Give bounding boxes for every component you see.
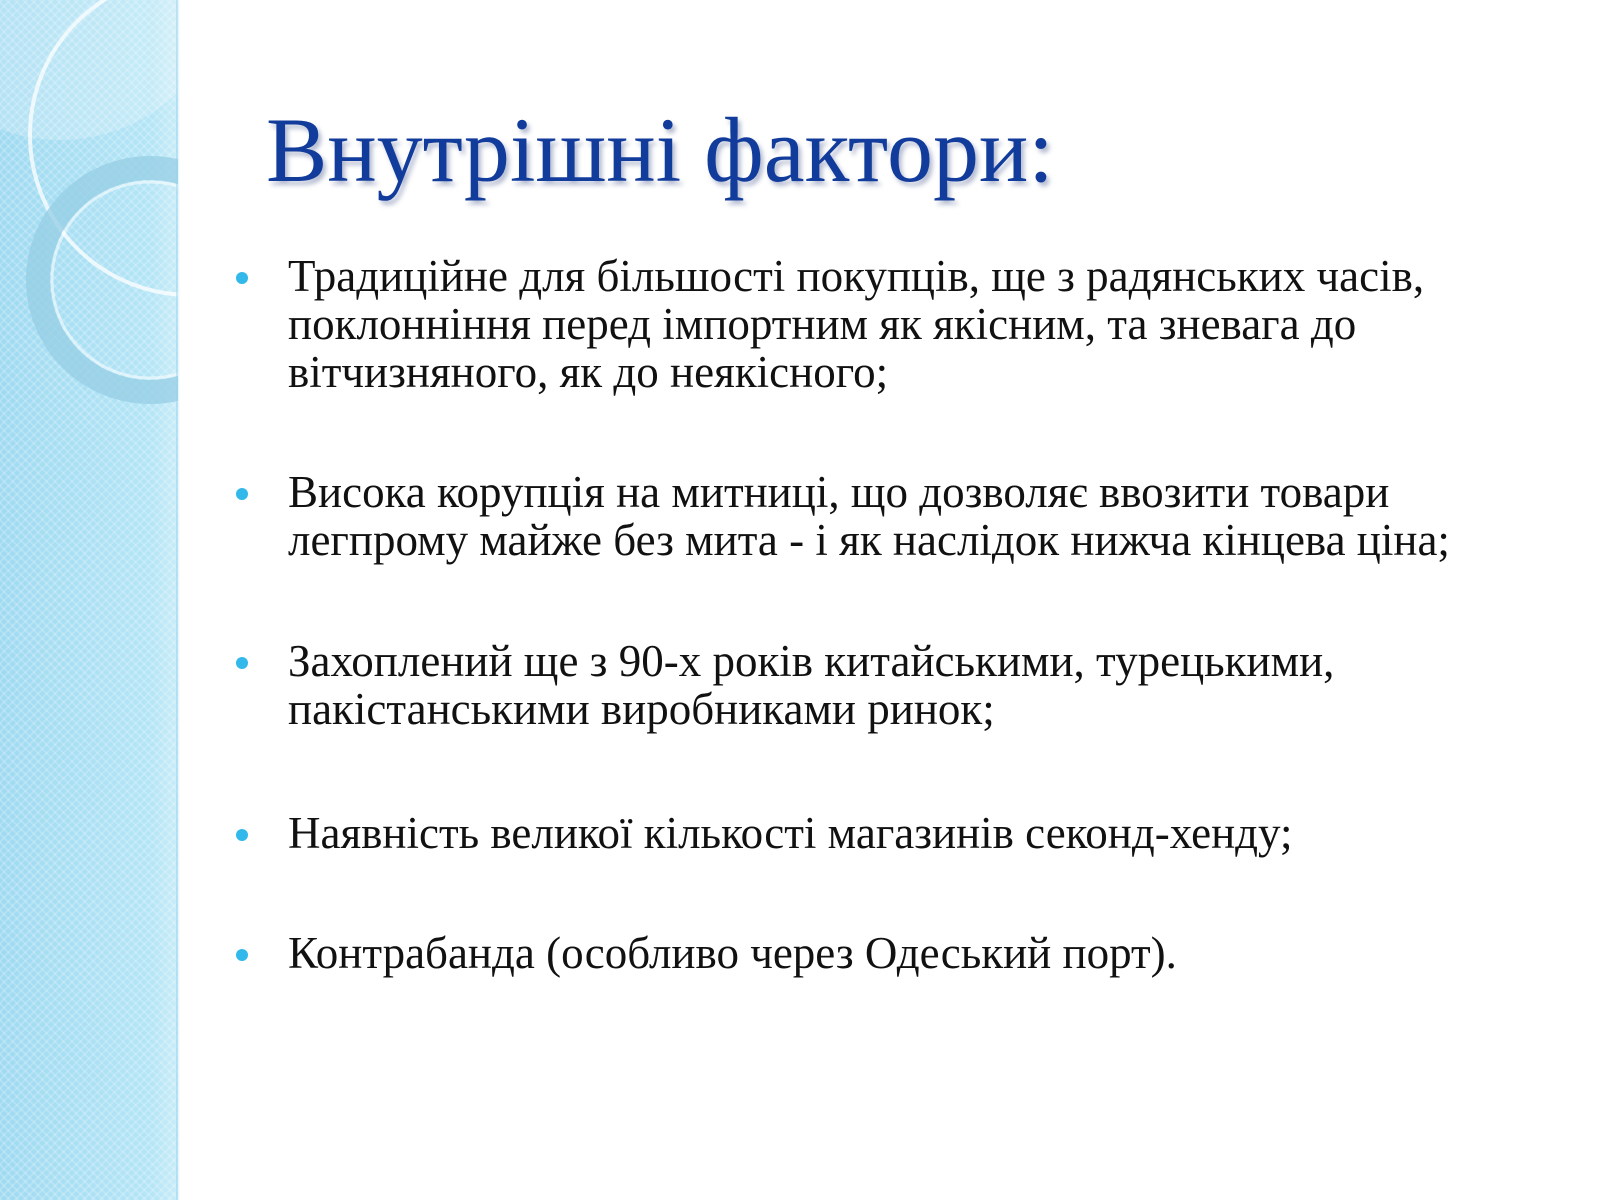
bullet-text: Наявність великої кількості магазинів секонд-хенду; [288,808,1293,858]
bullet-dot-icon [236,949,248,961]
side-panel-edge [176,0,180,1200]
bullet-dot-icon [236,657,248,669]
bullet-item [236,809,1566,857]
bullet-dot-icon [236,829,248,841]
bullet-item [236,637,1566,733]
bullet-text: Контрабанда (особливо через Одеський порт). [288,928,1177,978]
bullet-item [236,929,1566,977]
bullet-text: Традиційне для більшості покупців, ще з радянських часів, поклонніння перед імпортним як якісним, та зневага до вітчизняного, як до неякісного; [288,251,1425,397]
slide-title: Внутрішні фактори: [266,99,1054,201]
bullet-text: Захоплений ще з 90-х років китайськими, турецькими, пакістанськими виробниками ринок; [288,636,1335,734]
bullet-item [236,468,1566,564]
bullet-dot-icon [236,488,248,500]
decorative-side-panel [0,0,178,1200]
decorative-circles [0,0,178,1200]
bullet-list [236,252,1566,977]
bullet-dot-icon [236,272,248,284]
bullet-item [236,252,1566,396]
bullet-text: Висока корупція на митниці, що дозволяє ввозити товари легпрому майже без мита - і як наслідок нижча кінцева ціна; [288,467,1450,565]
